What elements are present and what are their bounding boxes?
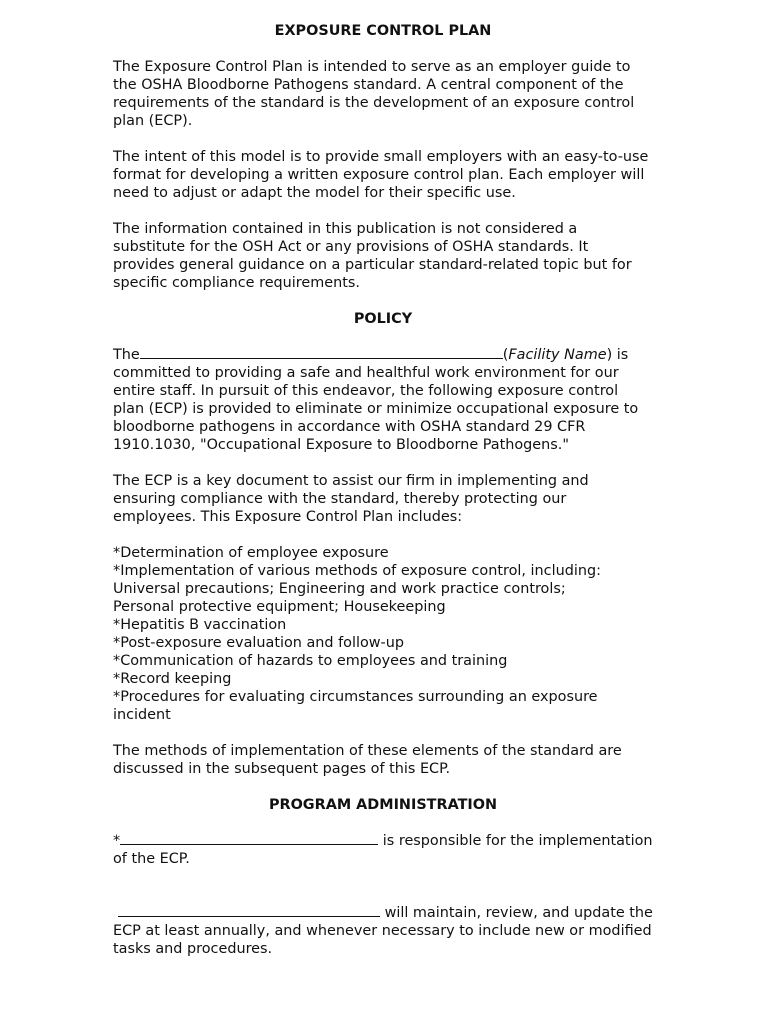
list-item: *Post-exposure evaluation and follow-up — [113, 635, 405, 651]
list-item: *Implementation of various methods of exposure control, including: — [113, 563, 601, 579]
intro-paragraph-3: The information contained in this publication is not considered a substitute for the OSH Act or any provisions of OSHA standards. It provides general guidance on a particular standard-related topic but for specific compliance requirements. — [113, 221, 632, 291]
document-title: EXPOSURE CONTROL PLAN — [274, 23, 492, 39]
intro-paragraph-1: The Exposure Control Plan is intended to serve as an employer guide to the OSHA Bloodborne Pathogens standard. A central component of the requirements of the standard is the development of an exposure control plan (ECP). — [113, 59, 635, 129]
list-item: *Procedures for evaluating circumstances surrounding an exposure incident — [113, 689, 598, 723]
policy-paragraph-1: The (Facility Name) is committed to providing a safe and healthful work environment for our entire staff. In pursuit of this endeavor, the following exposure control plan (ECP) is provided to eliminate or minimize occupational exposure to bloodborne pathogens in accordance with OSHA standard 29 CFR 1910.1030, "Occupational Exposure to Bloodborne Pathogens." — [113, 347, 639, 453]
list-item: *Determination of employee exposure — [113, 545, 389, 561]
document-page — [113, 22, 653, 976]
policy-paragraph-2: The ECP is a key document to assist our firm in implementing and ensuring compliance with the standard, thereby protecting our employees. This Exposure Control Plan includes: — [113, 473, 589, 525]
admin-p1-prefix: * — [113, 833, 121, 849]
policy-paragraph-3: The methods of implementation of these elements of the standard are discussed in the subsequent pages of this ECP. — [113, 743, 622, 777]
admin-p1-rest: is responsible for the implementation of the ECP. — [113, 833, 653, 867]
admin-paragraph-1 — [113, 832, 653, 868]
list-item: Universal precautions; Engineering and work practice controls; — [113, 581, 566, 597]
list-item: *Hepatitis B vaccination — [113, 617, 287, 633]
policy-p1-rest: is committed to providing a safe and healthful work environment for our entire staff. In pursuit of this endeavor, the following exposure control plan (ECP) is provided to eliminate or minimize occupational exposure to bloodborne pathogens in accordance with OSHA standard 29 CFR 1910.1030, "Occupational Exposure to Bloodborne Pathogens." — [113, 347, 639, 453]
maintainer-blank[interactable] — [118, 904, 380, 917]
list-item: Personal protective equipment; Housekeeping — [113, 599, 446, 615]
list-item: *Communication of hazards to employees and training — [113, 653, 508, 669]
facility-name-placeholder: Facility Name — [508, 347, 607, 363]
admin-p2-rest: will maintain, review, and update the ECP at least annually, and whenever necessary to include new or modified tasks and procedures. — [113, 905, 653, 957]
ecp-includes-list — [113, 544, 653, 724]
policy-heading: POLICY — [353, 311, 413, 327]
intro-paragraph-2: The intent of this model is to provide small employers with an easy-to-use format for developing a written exposure control plan. Each employer will need to adjust or adapt the model for their specific use. — [113, 149, 649, 201]
program-administration-heading: PROGRAM ADMINISTRATION — [268, 797, 498, 813]
facility-name-blank[interactable] — [140, 346, 503, 359]
responsible-person-blank[interactable] — [120, 832, 378, 845]
admin-paragraph-2 — [113, 904, 653, 958]
policy-p1-start: The — [113, 347, 140, 363]
list-item: *Record keeping — [113, 671, 232, 687]
